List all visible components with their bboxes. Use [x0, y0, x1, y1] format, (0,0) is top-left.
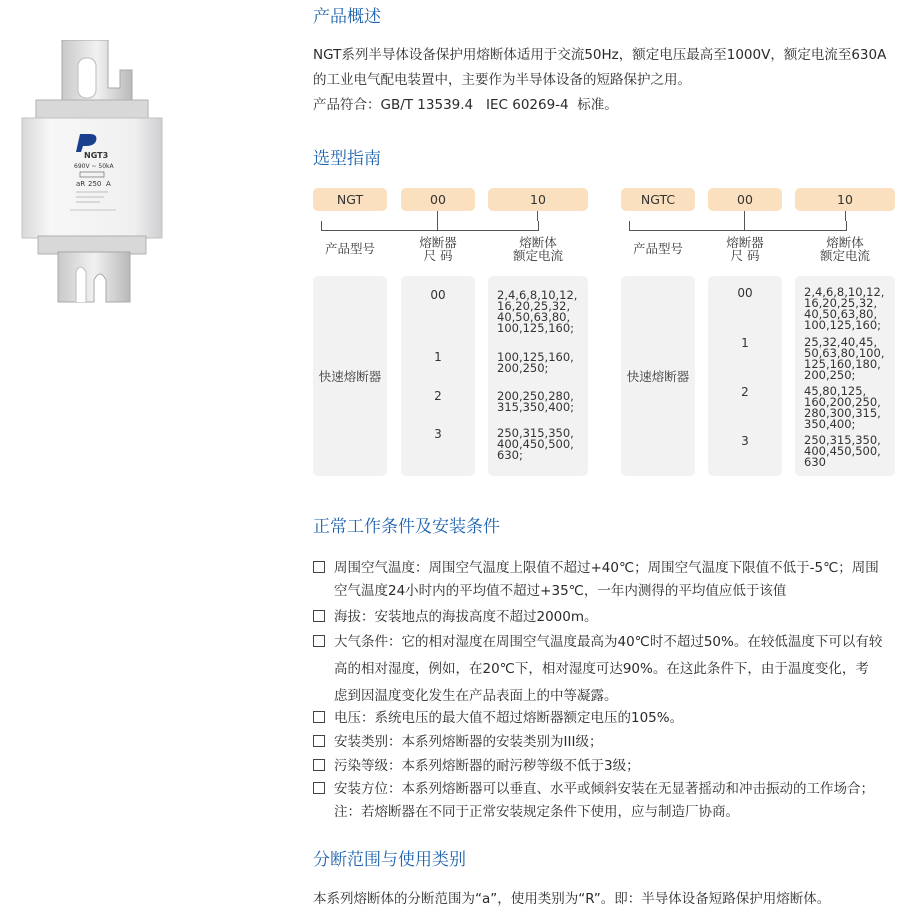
label-current: 熔断体 额定电流 — [512, 235, 563, 263]
size-value: 2 — [434, 389, 442, 403]
overview-line-1: NGT系列半导体设备保护用熔断体适用于交流50Hz，额定电压最高至1000V，额定电流至630A — [313, 47, 887, 63]
overview-heading: 产品概述 — [313, 7, 381, 27]
checkbox-icon — [313, 635, 325, 647]
current-values: 45,80,125, 160,200,250, 280,300,315, 350,400; — [804, 384, 881, 431]
condition-item-temperature — [313, 556, 911, 602]
size-value: 3 — [741, 434, 749, 448]
image-model-text: NGT3 — [84, 151, 109, 160]
current-values: 2,4,6,8,10,12, 16,20,25,32, 40,50,63,80, 100,125,160; — [804, 285, 885, 332]
overview-line-2: 的工业电气配电装置中，主要作为半导体设备的短路保护之用。 — [313, 72, 691, 88]
label-model: 产品型号 — [632, 241, 683, 256]
type-value: 快速熔断器 — [318, 369, 382, 384]
connector — [744, 221, 745, 230]
breaking-heading: 分断范围与使用类别 — [313, 850, 466, 870]
condition-item-altitude — [313, 605, 911, 625]
size-value: 00 — [737, 286, 753, 300]
condition-text: 注：若熔断器在不同于正常安装规定条件下使用，应与制造厂协商。 — [334, 804, 739, 820]
checkbox-icon — [313, 759, 325, 771]
checkbox-icon — [313, 782, 325, 794]
code-box-model: NGTC — [621, 188, 695, 211]
bracket — [629, 221, 847, 231]
label-current: 熔断体 额定电流 — [819, 235, 870, 263]
connector — [537, 211, 538, 221]
current-values: 100,125,160, 200,250; — [497, 350, 574, 375]
condition-item-pollution — [313, 754, 911, 774]
bracket — [321, 221, 539, 231]
image-class-text: aR — [76, 180, 86, 188]
checkbox-icon — [313, 610, 325, 622]
current-values: 25,32,40,45, 50,63,80,100, 125,160,180, 200,250; — [804, 335, 885, 382]
checkbox-icon — [313, 735, 325, 747]
current-values: 2,4,6,8,10,12, 16,20,25,32, 40,50,63,80, 100,125,160; — [497, 288, 578, 335]
checkbox-icon — [313, 561, 325, 573]
size-value: 00 — [430, 288, 446, 302]
connector — [437, 221, 438, 230]
connector — [437, 211, 438, 221]
image-unit-text: A — [106, 180, 111, 188]
label-size: 熔断器 尺 码 — [419, 235, 457, 263]
connector — [744, 211, 745, 221]
breaking-text: 本系列熔断体的分断范围为“a”，使用类别为“R”。即：半导体设备短路保护用熔断体。 — [313, 891, 831, 907]
condition-item-atmosphere — [313, 630, 911, 706]
code-box-current: 10 — [488, 188, 588, 211]
condition-text: 周围空气温度：周围空气温度上限值不超过+40℃；周围空气温度下限值不低于-5℃；周围 — [334, 560, 879, 576]
size-value: 1 — [434, 350, 442, 364]
conditions-heading: 正常工作条件及安装条件 — [313, 517, 500, 537]
size-value: 1 — [741, 336, 749, 350]
condition-text: 高的相对湿度，例如，在20℃下，相对湿度可达90%。在这此条件下，由于温度变化，考 — [334, 661, 869, 677]
image-rating-text: 690V ~ 50kA — [74, 163, 114, 170]
checkbox-icon — [313, 711, 325, 723]
condition-text: 安装类别：本系列熔断器的安装类别为III级； — [334, 734, 603, 750]
code-box-current: 10 — [795, 188, 895, 211]
size-value: 3 — [434, 427, 442, 441]
current-values: 250,315,350, 400,450,500, 630; — [497, 426, 574, 462]
condition-item-orientation — [313, 777, 911, 823]
selection-heading: 选型指南 — [313, 149, 381, 169]
condition-text: 空气温度24小时内的平均值不超过+35℃，一年内测得的平均值应低于该值 — [334, 583, 787, 599]
type-value: 快速熔断器 — [626, 369, 690, 384]
fuse-illustration — [20, 40, 170, 310]
code-box-size: 00 — [708, 188, 782, 211]
label-model: 产品型号 — [324, 241, 375, 256]
condition-item-voltage — [313, 706, 911, 726]
connector — [845, 211, 846, 221]
image-current-text: 250 — [88, 180, 102, 188]
condition-text: 虑到因温度变化发生在产品表面上的中等凝露。 — [334, 688, 618, 704]
condition-text: 污染等级：本系列熔断器的耐污秽等级不低于3级； — [334, 758, 640, 774]
condition-text: 电压：系统电压的最大值不超过熔断器额定电压的105%。 — [334, 710, 684, 726]
condition-text: 海拔：安装地点的海拔高度不超过2000m。 — [334, 609, 598, 625]
panel-size — [401, 276, 475, 476]
current-values: 250,315,350, 400,450,500, 630 — [804, 433, 881, 469]
label-size: 熔断器 尺 码 — [726, 235, 764, 263]
condition-text: 大气条件：它的相对湿度在周围空气温度最高为40℃时不超过50%。在较低温度下可以有较 — [334, 634, 883, 650]
code-box-size: 00 — [401, 188, 475, 211]
condition-item-install-category — [313, 730, 911, 750]
condition-text: 安装方位：本系列熔断器可以垂直、水平或倾斜安装在无显著摇动和冲击振动的工作场合； — [334, 781, 874, 797]
current-values: 200,250,280, 315,350,400; — [497, 389, 575, 414]
code-box-model: NGT — [313, 188, 387, 211]
size-value: 2 — [741, 385, 749, 399]
product-image — [20, 40, 170, 310]
overview-line-3: 产品符合：GB/T 13539.4 IEC 60269-4 标准。 — [313, 97, 618, 113]
